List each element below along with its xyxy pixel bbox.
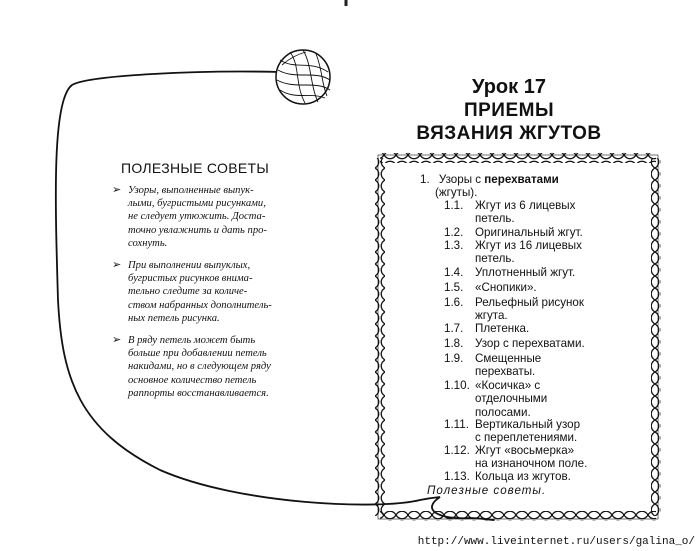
section-text-bold: перехватами — [484, 173, 559, 186]
arrow-bullet-icon: ➢ — [112, 334, 122, 347]
toc-item-number: 1.11. — [444, 418, 469, 431]
arrow-bullet-icon: ➢ — [112, 184, 122, 196]
toc-item-line: петель. — [475, 252, 515, 266]
toc-item-text — [475, 266, 635, 279]
tip-line: бугристых рисунков внима- — [128, 273, 253, 285]
toc-item-line: на изнаночном поле. — [475, 457, 588, 471]
tip-line: раппорты восстанавливается. — [128, 387, 269, 399]
toc-item-number: 1.2. — [444, 226, 464, 239]
arrow-bullet-icon: ➢ — [112, 259, 122, 272]
toc-item-number: 1.7. — [444, 322, 464, 335]
toc-item-text — [475, 281, 635, 294]
toc-item-line: Смещенные — [475, 352, 542, 365]
toc-item-text — [475, 379, 635, 419]
toc-item-line: Уплотненный жгут. — [475, 266, 576, 279]
toc-item-number: 1.4. — [444, 266, 464, 279]
tip-item — [112, 184, 282, 250]
tip-line: основное количество петель — [128, 374, 257, 386]
lesson-heading-line2: ВЯЗАНИЯ ЖГУТОВ — [416, 123, 602, 144]
toc-item-line: Плетенка. — [475, 322, 530, 335]
toc-item-number: 1.10. — [444, 379, 470, 392]
toc-item-line: Рельефный рисунок — [475, 296, 584, 309]
tip-item — [112, 334, 282, 400]
lesson-number: Урок 17 — [472, 76, 546, 98]
tip-line: ством набранных дополнитель- — [128, 299, 272, 311]
toc-item-text — [475, 239, 635, 266]
toc-item-number: 1.9. — [444, 352, 464, 365]
tip-line: не следует утюжить. Доста- — [128, 211, 266, 223]
toc-item-line: с переплетениями. — [475, 431, 578, 445]
lesson-title — [360, 75, 658, 145]
toc-item-line: Жгут «восьмерка» — [475, 444, 575, 457]
tip-line: тельно следите за количе- — [128, 286, 248, 298]
toc-item-text — [475, 296, 635, 323]
section-header — [420, 173, 620, 200]
section-text: Узоры с — [438, 173, 485, 186]
section-line — [420, 173, 620, 186]
toc-item-line: отделочными — [475, 392, 548, 406]
tip-line: Узоры, выполненные выпук- — [128, 185, 254, 196]
toc-item-number: 1.1. — [444, 199, 464, 212]
toc-item-number: 1.6. — [444, 296, 464, 309]
tip-line: точно увлажнить и дать про- — [128, 224, 267, 236]
tip-line: сохнуть. — [128, 237, 168, 249]
toc-footer: Полезные советы. — [427, 484, 547, 497]
toc-item-text — [475, 322, 635, 335]
toc-item-number: 1.3. — [444, 239, 464, 252]
tips-title: ПОЛЕЗНЫЕ СОВЕТЫ — [121, 160, 270, 176]
toc-item-text — [475, 470, 635, 483]
tip-line: При выполнении выпуклых, — [128, 260, 251, 272]
tip-line: В ряду петель может быть — [128, 335, 256, 347]
toc-item-text — [475, 226, 635, 239]
watermark-url[interactable]: http://www.liveinternet.ru/users/galina_o/ — [417, 536, 695, 548]
toc-item-number: 1.12. — [444, 444, 470, 457]
tip-item — [112, 259, 282, 325]
tip-line: больше при добавлении петель — [128, 348, 267, 360]
toc-item-line: Жгут из 6 лицевых — [475, 199, 576, 212]
toc-item-text — [475, 418, 635, 445]
toc-item-line: «Косичка» с — [475, 379, 541, 392]
toc-item-line: жгута. — [475, 309, 508, 323]
toc-item-text — [475, 199, 635, 226]
toc-item-number: 1.8. — [444, 337, 464, 350]
toc-item-text — [475, 337, 635, 350]
toc-item-text — [475, 352, 635, 379]
tip-line: ных петель рисунка. — [128, 312, 220, 324]
toc-item-number: 1.13. — [444, 470, 470, 483]
tips-list — [112, 184, 282, 409]
toc-item-text — [475, 444, 635, 471]
section-number: 1. — [420, 173, 430, 186]
toc-item-line: Жгут из 16 лицевых — [475, 239, 582, 252]
toc-item-line: Кольца из жгутов. — [475, 470, 571, 483]
toc-item-line: перехваты. — [475, 365, 536, 379]
tip-line: лыми, бугристыми рисунками, — [128, 198, 266, 210]
toc-item-line: петель. — [475, 212, 515, 226]
toc-item-number: 1.5. — [444, 281, 464, 294]
section-text-cont: (жгуты). — [435, 186, 478, 200]
toc-item-line: Вертикальный узор — [475, 418, 581, 431]
toc-item-line: полосами. — [475, 405, 531, 419]
tip-line: накидами, но в следующем ряду — [128, 361, 271, 373]
toc-item-line: «Снопики». — [475, 281, 537, 294]
toc-item-line: Оригинальный жгут. — [475, 226, 583, 239]
lesson-heading-line1: ПРИЕМЫ — [463, 100, 555, 121]
toc-item-line: Узор с перехватами. — [475, 337, 585, 350]
